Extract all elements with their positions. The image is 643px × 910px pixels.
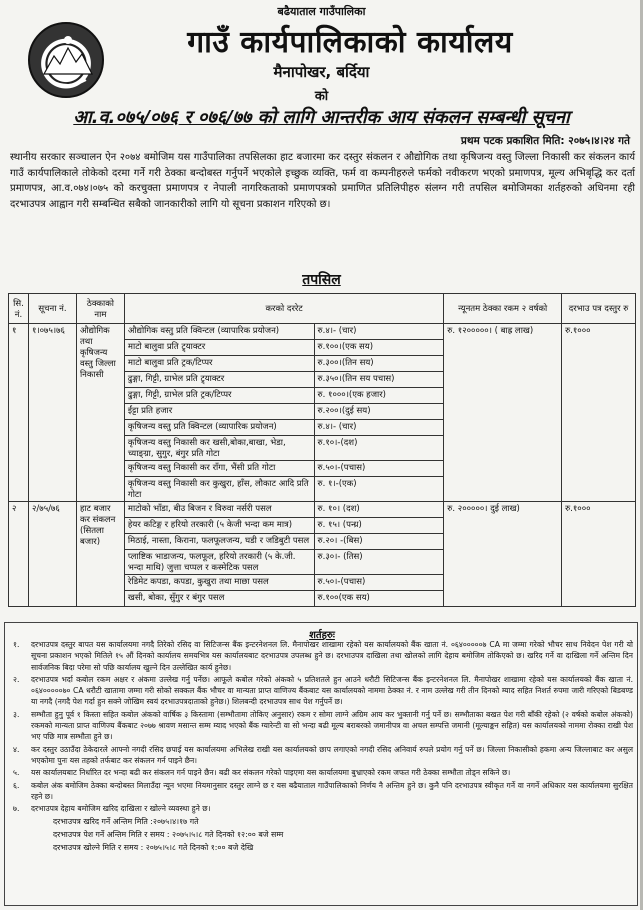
header-min-amount: न्यूनतम ठेक्का रकम २ वर्षको [444, 294, 562, 324]
cell-rate-description: ढुङ्गा, गिट्टी, ग्राभेल प्रति ट्र्याक्टर [124, 372, 314, 388]
schedule-heading: तपसिल [302, 272, 341, 288]
cell-rate-value: रु.३५०।(तिन सय पचास) [314, 372, 444, 388]
cell-rate-description: मिठाई, नास्ता, किराना, फलफूलजन्य, घडी र जडिबुटी पसल [124, 534, 314, 550]
cell-rate-value: रु.४।- (चार) [314, 420, 444, 436]
cell-min-amount: रु. १२०००००। ( बाह्र लाख) [444, 324, 562, 502]
intro-paragraph: स्थानीय सरकार सञ्चालन ऐन २०७४ बमोजिम यस गाउँपालिका तपसिलका हाट बजारमा कर दस्तुर संकलन र औद्योगिक तथा कृषिजन्य वस्तु जिल्ला निकासी कर संकलन कार्य गाउँ कार्यपालिकाले तोकेको दरमा गर्ने गरी ठेक्का बन्दोबस्त गर्नुपर्ने भएकोले इच्छुक व्यक्ति, फर्म वा कम्पनीहरुले फर्मको नवीकरण भएको प्रमाणपत्र, मूल्य अभिबृद्धि कर दर्ता प्रमाणपत्र, आ.व.०७४।०७५ को करचुक्ता प्रमाणपत्र र नेपाली नागरिकताको प्रमाणपत्रको प्रमाणित प्रतिलिपीहरु संलग्न गरी तपसिल बमोजिमका शर्तहरुको अधिनमा रही दरभाउपत्र आह्वान गरी सम्बन्धित सबैको जानकारीको लागि यो सूचना प्रकाशन गरिएको छ। [10, 152, 635, 210]
condition-number: ४. [13, 744, 20, 754]
cell-contract-name: हाट बजार कर संकलन (सितला बजार) [76, 502, 124, 607]
condition-number: ६. [13, 780, 20, 790]
condition-number: ७. [13, 804, 20, 814]
cell-rate-value: रु.३००।(तिन सय) [314, 356, 444, 372]
deadline-line: दरभाउपत्र खरिद गर्ने अन्तिम मिति :२०७५।४।१७ गते [53, 817, 199, 827]
table-header-row [9, 294, 636, 324]
header-contract-name: ठेक्काको नाम [76, 294, 124, 324]
condition-text: कर दस्तुर उठाउँदा ठेकेदारले आफ्नो नगदी रसिद छपाई यस कार्यालयमा अभिलेख राखी यस कार्यालयको छाप लगाएको नगदी रसिद अनिवार्य रुपले प्रयोग गर्नु पर्ने छ। जिल्ला निकासीको हकमा अन्य जिल्लाबाट कर असुल भएकोमा पुनः यस तहको तर्फबाट कर संकलन गर्न पाइने छैन। [31, 744, 633, 765]
cell-rate-value: रु. १०००।(एक हजार) [314, 388, 444, 404]
condition-item [13, 767, 633, 778]
deadline-line: दरभाउपत्र खोल्ने मिति र समय : २०७५।५।८ गते दिनको १:०० बजे देखि [53, 843, 254, 853]
condition-number: ५. [13, 768, 20, 778]
cell-rate-description: माटो बालुवा प्रति ट्र्याक्टर [124, 340, 314, 356]
cell-rate-value: रु. १।-(एक) [314, 477, 444, 502]
header-notice-no: सूचना नं. [28, 294, 76, 324]
condition-item [13, 780, 633, 803]
condition-item [13, 709, 633, 743]
cell-contract-name: औद्योगिक तथा कृषिजन्य वस्तु जिल्ला निकासी [76, 324, 124, 502]
cell-rate-description: कृषिजन्य वस्तु निकासी कर राँगा, भैंसी प्रति गोटा [124, 461, 314, 477]
cell-rate-description: रेडिमेट कपडा, कपडा, कुखुरा तथा माछा पसल [124, 575, 314, 591]
condition-text: सम्भौता हुनु पूर्व १ किस्ता सहित कबोल अंकको वार्षिक ३ किस्तामा (सम्भौतामा तोकिए अनुसार) रकम र सोमा लाग्ने अग्रिम आय कर भुक्तानी गर्नु पर्ने छ। सम्भौताका बखत पेश गरी बाँकी रहेको (२ वर्षको कबोल अंकको) रकमको मान्यता प्राप्त वाणिज्य बैंकबाट २०७७ श्रावण मसान्त सम्म म्याद भएको बैंक ग्यारेन्टी वा सो भन्दा बढी मूल्य बराबरको जमानीपत्र वा अचल सम्पत्ति जमानी (मूल्याङ्कन सहित) यस कार्यालयको नाममा रोक्का राखी पेश भए पछि मात्र सम्भौता हुने छ। [31, 709, 633, 742]
header-rate: करको दररेट [124, 294, 443, 324]
cell-rate-description: कृषिजन्य वस्तु निकासी कर कुखुरा, हाँस, लौकाट आदि प्रति गोटा [124, 477, 314, 502]
condition-text: यस कार्यालयबाट निर्धारित दर भन्दा बढी कर संकलन गर्न पाइने छैन। बढी कर संकलन गरेको पाइएमा यस कार्यालयमा बुभ्राएको रकम जफत गरी ठेक्का सम्भौता तोड्न सकिने छ। [31, 768, 511, 778]
cell-notice-no: १।०७५।७६ [28, 324, 76, 502]
cell-sn: २ [9, 502, 29, 607]
cell-rate-description: औद्योगिक वस्तु प्रति क्विन्टल (व्यापारिक प्रयोजन) [124, 324, 314, 340]
deadline-line: दरभाउपत्र पेश गर्ने अन्तिम मिति र समय : २०७५।५।८ गते दिनको १२:०० बजे सम्म [53, 830, 284, 840]
cell-rate-value: रु.५०।-(पचास) [314, 575, 444, 591]
schedule-table [8, 293, 636, 607]
cell-rate-description: ढुङ्गा, गिट्टी, ग्राभेल प्रति ट्रक/टिप्पर [124, 388, 314, 404]
cell-rate-description: माटोको भाँडा, बीउ बिजन र विरुवा नर्सरी पसल [124, 502, 314, 518]
cell-rate-value: रु.१००(एक सय) [314, 591, 444, 607]
cell-bid-fee: रु.१००० [562, 324, 636, 502]
cell-rate-value: रु. १०। (दश) [314, 502, 444, 518]
cell-bid-fee: रु.१००० [562, 502, 636, 607]
condition-text: दरभाउपत्र भर्दा कबोल रकम अक्षर र अंकमा उल्लेख गर्नु पर्नेछ। आफूले कबोल गरेको अंकको ५ प्रतिशतले हुन आउने धरौटी सिटिजन्स बैंक इन्टरनेशनल लि. मैनापोखर शाखामा रहेको यस कार्यालयको बैंक खाता नं. ०६४०००००७० CA धरौटी खातामा जम्मा गरी सोको सक्कल बैंक भौचर वा मान्यता प्राप्त वाणिज्य बैंकबाट यस कार्यालयको नाममा ठेक्का नं. र नाम उल्लेख गरी तीन दिनको म्याद सहित निशर्त रुपमा जारी गरिएको बिडबण्ड या नगदै (नगदै पेश गर्दा हुन सक्ने जोखिम स्वयं दरभाउपत्रदाताको हुनेछ।) शिलबन्दी दरभाउपत्र साथ पेश गर्नुपर्ने छ। [31, 674, 633, 707]
cell-rate-value: रु.४।- (चार) [314, 324, 444, 340]
cell-rate-description: खसी, बोका, सुँगुर र बंगुर पसल [124, 591, 314, 607]
notice-title: आ.व.०७५/०७६ र ०७६/७७ को लागि आन्तरीक आय संकलन सम्बन्धी सूचना [73, 107, 570, 128]
cell-rate-description: माटो बालुवा प्रति ट्रक/टिप्पर [124, 356, 314, 372]
cell-rate-description: ईंट्टा प्रति हजार [124, 404, 314, 420]
cell-sn: १ [9, 324, 29, 502]
publication-date: प्रथम पटक प्रकाशित मिति: २०७५।४।२४ गते [460, 135, 630, 147]
office-title: गाउँ कार्यपालिकाको कार्यालय [187, 25, 513, 60]
conditions-list [13, 639, 633, 854]
cell-rate-value: रु.१००।(एक सय) [314, 340, 444, 356]
cell-rate-description: प्लाष्टिक भाडाजन्य, फलफूल, हरियो तरकारी (५ के.जी. भन्दा माथि) जुत्ता चप्पल र कस्मेटिक पसल [124, 550, 314, 575]
table-row [9, 324, 636, 340]
header-sn: सि. नं. [9, 294, 29, 324]
cell-rate-value: रु. १५। (पन्ध्र) [314, 518, 444, 534]
office-address: मैनापोखर, बर्दिया [273, 63, 370, 81]
condition-number: १. [13, 640, 20, 649]
condition-number: २. [13, 674, 20, 684]
conditions-section [4, 622, 638, 906]
cell-notice-no: २/७५/७६ [28, 502, 76, 607]
cell-min-amount: रु. २०००००। दुई लाख) [444, 502, 562, 607]
condition-item [13, 674, 633, 708]
conditions-heading: शर्तहरुः [309, 630, 335, 641]
cell-rate-value: रु.२०। -(बिस) [314, 534, 444, 550]
condition-item [13, 803, 633, 814]
condition-number: ३. [13, 709, 20, 719]
condition-item [13, 744, 633, 767]
cell-rate-value: रु.३०।- (तिस) [314, 550, 444, 575]
ko-connector: को [314, 89, 329, 104]
table-row [9, 502, 636, 518]
condition-text: दरभाउपत्र दस्तुर बापत यस कार्यालयमा नगदै तिरेको रसिद वा सिटिजन्स बैंक इन्टरनेशनल लि. मैनापोखर शाखामा रहेको यस कार्यालयको बैंक खाता नं. ०६४०००००७ CA मा जम्मा गरेको भौचर साथ निवेदन पेश गरी यो सूचना प्रकाशन भएको मितिले १५ औं दिनको कार्यालय समयभित्र यस कार्यालयबाट दरभाउपत्र उपलब्ध हुने छ। दरभाउपत्र दाखिला तथा खोलको लागि देहाय बमोजिम तोकिएको छ। खरिद गर्ने वा दाखिला गर्ने अन्तिम दिन सार्वजनिक बिदा परेमा सो पछि कार्यालय खुल्ने दिन उल्लेखित कार्य हुनेछ। [31, 640, 633, 672]
cell-rate-description: हेयर कटिङ्ग र हरियो तरकारी (५ केजी भन्दा कम मात्र) [124, 518, 314, 534]
cell-rate-value: रु.५०।-(पचास) [314, 461, 444, 477]
cell-rate-description: कृषिजन्य वस्तु प्रति क्विन्टल (व्यापारिक प्रयोजन) [124, 420, 314, 436]
cell-rate-value: रु.२००।(दुई सय) [314, 404, 444, 420]
condition-item [13, 639, 633, 673]
header-bid-fee: दरभाउ पत्र दस्तुर रु [562, 294, 636, 324]
condition-text: दरभाउपत्र देहाय बमोजिम खरिद दाखिला र खोल्ने व्यवस्था हुने छ। [31, 804, 211, 814]
municipality-name: बढैयाताल गाउँपालिका [277, 5, 366, 18]
cell-rate-description: कृषिजन्य वस्तु निकासी कर खसी,बोका,बाखा, भेडा, च्याङ्ग्रा, सुगुर, बंगुर प्रति गोटा [124, 436, 314, 461]
condition-text: कबोल अंक बमोजिम ठेक्का बन्दोबस्त मिलाउँदा न्यून भएमा नियमानुसार दस्तुर लाग्ने छ र यस बढैयाताल गाउँपालिकाको निर्णय नै अन्तिम हुने छ। कुनै पनि दरभाउपत्र स्वीकृत गर्ने वा नगर्ने अधिकार यस कार्यालयमा सुरक्षित रहने छ। [31, 780, 633, 801]
cell-rate-value: रु.१०।-(दश) [314, 436, 444, 461]
